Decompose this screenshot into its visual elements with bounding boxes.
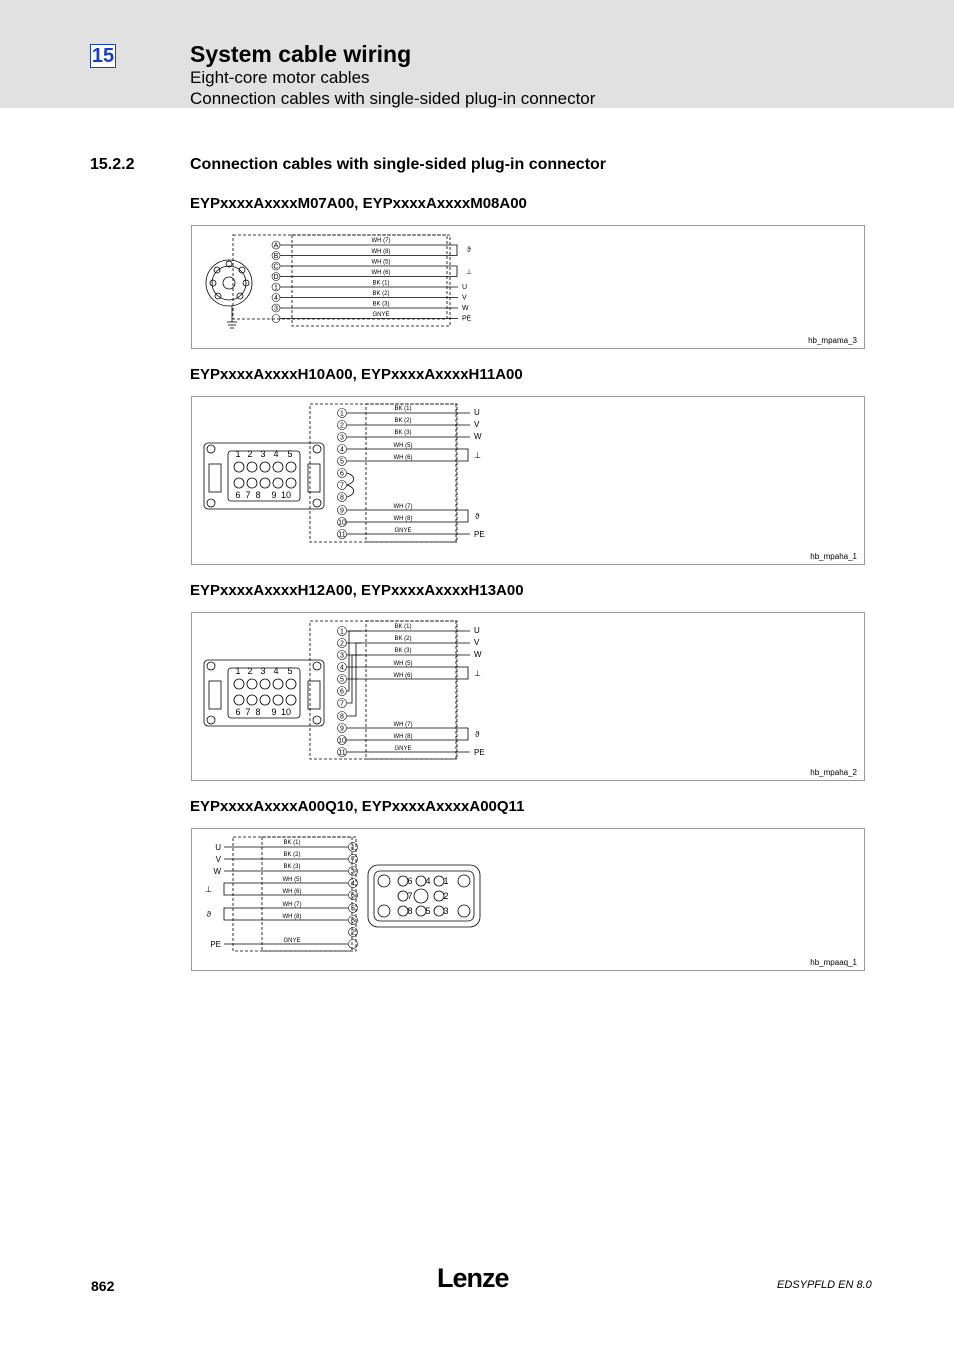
section-title: Connection cables with single-sided plug-in connector: [190, 156, 607, 173]
chapter-title: System cable wiring: [190, 41, 412, 67]
wire-label: BK (2): [372, 291, 390, 297]
connector-pin: 5: [425, 906, 431, 916]
figure-1-svg: [192, 226, 864, 348]
pin-label: 8: [340, 713, 344, 721]
figure-2-outputs: [474, 408, 485, 539]
connector-pin: 7: [245, 490, 251, 500]
wire-label: GNYE: [394, 528, 412, 534]
figure-2-pin-labels: [338, 409, 347, 539]
wire-label: BK (1): [394, 624, 412, 630]
pin-label: 2: [351, 929, 355, 937]
pin-label: 6: [340, 470, 344, 478]
pin-label: 3: [351, 868, 355, 876]
pin-label: 4: [340, 446, 344, 454]
wire-label: BK (3): [394, 430, 412, 436]
wire-label: BK (2): [394, 418, 412, 424]
output-label: PE: [462, 315, 472, 323]
output-label: W: [474, 650, 482, 659]
output-label: W: [213, 867, 221, 876]
pin-label: 6: [351, 892, 355, 900]
connector-pin: 9: [271, 707, 277, 717]
output-label: V: [215, 855, 221, 864]
brake-symbol-icon: ⊥: [474, 451, 481, 460]
pin-label: 4: [274, 295, 278, 302]
figure-1-ref: hb_mpama_3: [808, 336, 857, 345]
figure-3-ref: hb_mpaha_2: [810, 768, 857, 777]
connector-pin: 1: [235, 666, 241, 676]
figure-4-outputs: [205, 843, 222, 949]
pin-label: 6: [340, 688, 344, 696]
wire-label: WH (5): [282, 877, 302, 883]
wire-label: BK (1): [283, 840, 301, 846]
wire-label: WH (6): [282, 889, 302, 895]
wire-label: WH (6): [371, 270, 391, 276]
figure-4-ref: hb_mpaaq_1: [810, 958, 857, 967]
pin-label: 2: [340, 640, 344, 648]
wire-label: WH (7): [282, 902, 302, 908]
connector-pin: 6: [235, 490, 241, 500]
pin-label: 4: [340, 664, 344, 672]
pin-label: 1: [274, 284, 278, 292]
output-label: PE: [474, 530, 485, 539]
pin-label: 8: [351, 917, 355, 925]
figure-2-svg: [192, 397, 864, 564]
connector-pin: 10: [280, 707, 292, 717]
wire-label: WH (5): [371, 259, 391, 266]
pin-label: B: [273, 253, 279, 260]
output-label: U: [474, 626, 480, 635]
figure-2-connector-numbers: [235, 449, 292, 500]
connector-pin: 4: [273, 666, 279, 676]
figure-1-title: EYPxxxxAxxxxM07A00, EYPxxxxAxxxxM08A00: [190, 195, 527, 212]
figure-3-title: EYPxxxxAxxxxH12A00, EYPxxxxAxxxxH13A00: [190, 582, 524, 599]
connector-pin: 5: [287, 666, 293, 676]
connector-pin: 7: [245, 707, 251, 717]
wire-label: GNYE: [283, 938, 301, 944]
wire-label: WH (8): [371, 249, 391, 255]
wire-label: BK (3): [283, 864, 301, 870]
output-label: V: [474, 420, 480, 429]
brake-symbol-icon: ⊥: [466, 269, 473, 276]
output-label: PE: [210, 940, 221, 949]
output-label: U: [462, 284, 468, 291]
figure-1-wires: [280, 245, 458, 319]
pin-label: 9: [340, 507, 344, 515]
connector-pin: 1: [235, 449, 241, 459]
connector-pin: 8: [255, 490, 261, 500]
chapter-subtitle-1: Eight-core motor cables: [190, 68, 370, 87]
connector-pin: 8: [255, 707, 261, 717]
output-label: V: [474, 638, 480, 647]
connector-pin: 4: [425, 876, 431, 886]
connector-pin: 2: [247, 666, 253, 676]
chapter-number-link[interactable]: 15: [91, 45, 115, 67]
wire-label: WH (7): [393, 504, 413, 510]
connector-pin: 8: [407, 906, 413, 916]
pin-label: 7: [340, 482, 344, 490]
thermal-symbol-icon: ϑ: [475, 730, 480, 739]
figure-4-svg: [192, 829, 864, 970]
pin-label: 1: [340, 410, 344, 418]
wire-label: WH (7): [371, 238, 391, 244]
wire-label: WH (8): [393, 734, 413, 740]
pin-label: 1: [340, 628, 344, 636]
connector-pin: 9: [271, 490, 277, 500]
pin-label: A: [273, 242, 279, 250]
connector-pin: 4: [273, 449, 279, 459]
wire-label: BK (3): [394, 648, 412, 654]
figure-4-wire-labels: [283, 840, 302, 944]
pin-label: 8: [340, 494, 344, 502]
wire-label: WH (5): [393, 443, 413, 449]
output-label: W: [474, 432, 482, 441]
square-connector-q: [368, 865, 480, 927]
figure-4-wires: [224, 847, 348, 944]
pin-label: 4: [351, 880, 355, 888]
pin-label: D: [273, 274, 279, 281]
connector-pin: 5: [287, 449, 293, 459]
pin-label: 9: [340, 725, 344, 733]
wire-label: BK (1): [394, 406, 412, 412]
wire-label: WH (6): [393, 673, 413, 679]
lenze-logo: Lenze: [437, 1263, 509, 1293]
wire-label: WH (6): [393, 455, 413, 461]
output-label: V: [462, 294, 467, 302]
pin-label: 11: [338, 749, 346, 757]
figure-1-diagram: [191, 225, 865, 349]
document-id: EDSYPFLD EN 8.0: [777, 1279, 872, 1291]
figure-2-diagram: [191, 396, 865, 565]
figure-4-title: EYPxxxxAxxxxA00Q10, EYPxxxxAxxxxA00Q11: [190, 798, 525, 815]
connector-pin: 6: [235, 707, 241, 717]
round-connector-m23: [206, 235, 450, 328]
figure-4-diagram: [191, 828, 865, 971]
wire-label: GNYE: [394, 746, 412, 752]
connector-pin: 3: [443, 906, 449, 916]
wire-label: BK (2): [394, 636, 412, 642]
figure-3-pin-labels: [338, 627, 347, 757]
figure-1-wire-labels: [372, 238, 391, 318]
pin-label: 3: [274, 305, 278, 313]
wire-label: WH (7): [393, 722, 413, 728]
chapter-subtitle-2: Connection cables with single-sided plug-in connector: [190, 89, 596, 108]
pin-label: 1: [351, 844, 355, 852]
pin-label: C: [273, 263, 279, 271]
pin-label: 7: [340, 700, 344, 708]
thermal-symbol-icon: ϑ: [206, 910, 211, 919]
pin-label: 10: [338, 737, 346, 745]
wire-label: BK (2): [283, 852, 301, 858]
connector-pin: 10: [280, 490, 292, 500]
pin-label: 11: [338, 531, 346, 539]
connector-pin: 3: [260, 666, 266, 676]
connector-pin: 2: [247, 449, 253, 459]
figure-1-pin-labels: [272, 241, 280, 323]
pin-label: 5: [340, 676, 344, 684]
brake-symbol-icon: ⊥: [205, 885, 212, 894]
output-label: W: [462, 305, 469, 312]
figure-3-connector-numbers: [235, 666, 292, 717]
figure-2-title: EYPxxxxAxxxxH10A00, EYPxxxxAxxxxH11A00: [190, 366, 523, 383]
wire-label: WH (8): [393, 516, 413, 522]
section-number: 15.2.2: [90, 156, 135, 173]
pin-label: 5: [340, 458, 344, 466]
connector-pin: 2: [443, 891, 449, 901]
output-label: U: [215, 843, 221, 852]
pin-label: 10: [338, 519, 346, 527]
pin-label: 7: [351, 856, 355, 864]
wire-label: BK (1): [372, 280, 390, 287]
rectangular-connector-han: [204, 621, 457, 759]
wire-label: WH (8): [282, 914, 302, 920]
figure-2-ref: hb_mpaha_1: [810, 552, 857, 561]
output-label: PE: [474, 748, 485, 757]
thermal-symbol-icon: ϑ: [467, 247, 471, 254]
figure-3-outputs: [474, 626, 485, 757]
pin-label: 3: [340, 434, 344, 442]
wire-label: BK (3): [372, 301, 390, 308]
connector-pin: 3: [260, 449, 266, 459]
figure-1-outputs: [462, 247, 472, 323]
wire-label: WH (5): [393, 661, 413, 667]
brake-symbol-icon: ⊥: [474, 669, 481, 678]
wire-label: GNYE: [372, 312, 390, 318]
pin-label: 2: [340, 422, 344, 430]
figure-3-diagram: [191, 612, 865, 781]
figure-3-svg: [192, 613, 864, 780]
pin-label: 3: [340, 652, 344, 660]
connector-pin: 7: [407, 891, 413, 901]
connector-pin: 1: [443, 876, 449, 886]
output-label: U: [474, 408, 480, 417]
pin-label: 5: [351, 905, 355, 913]
thermal-symbol-icon: ϑ: [475, 512, 480, 521]
page-number: 862: [91, 1278, 115, 1294]
connector-pin: 6: [407, 876, 413, 886]
